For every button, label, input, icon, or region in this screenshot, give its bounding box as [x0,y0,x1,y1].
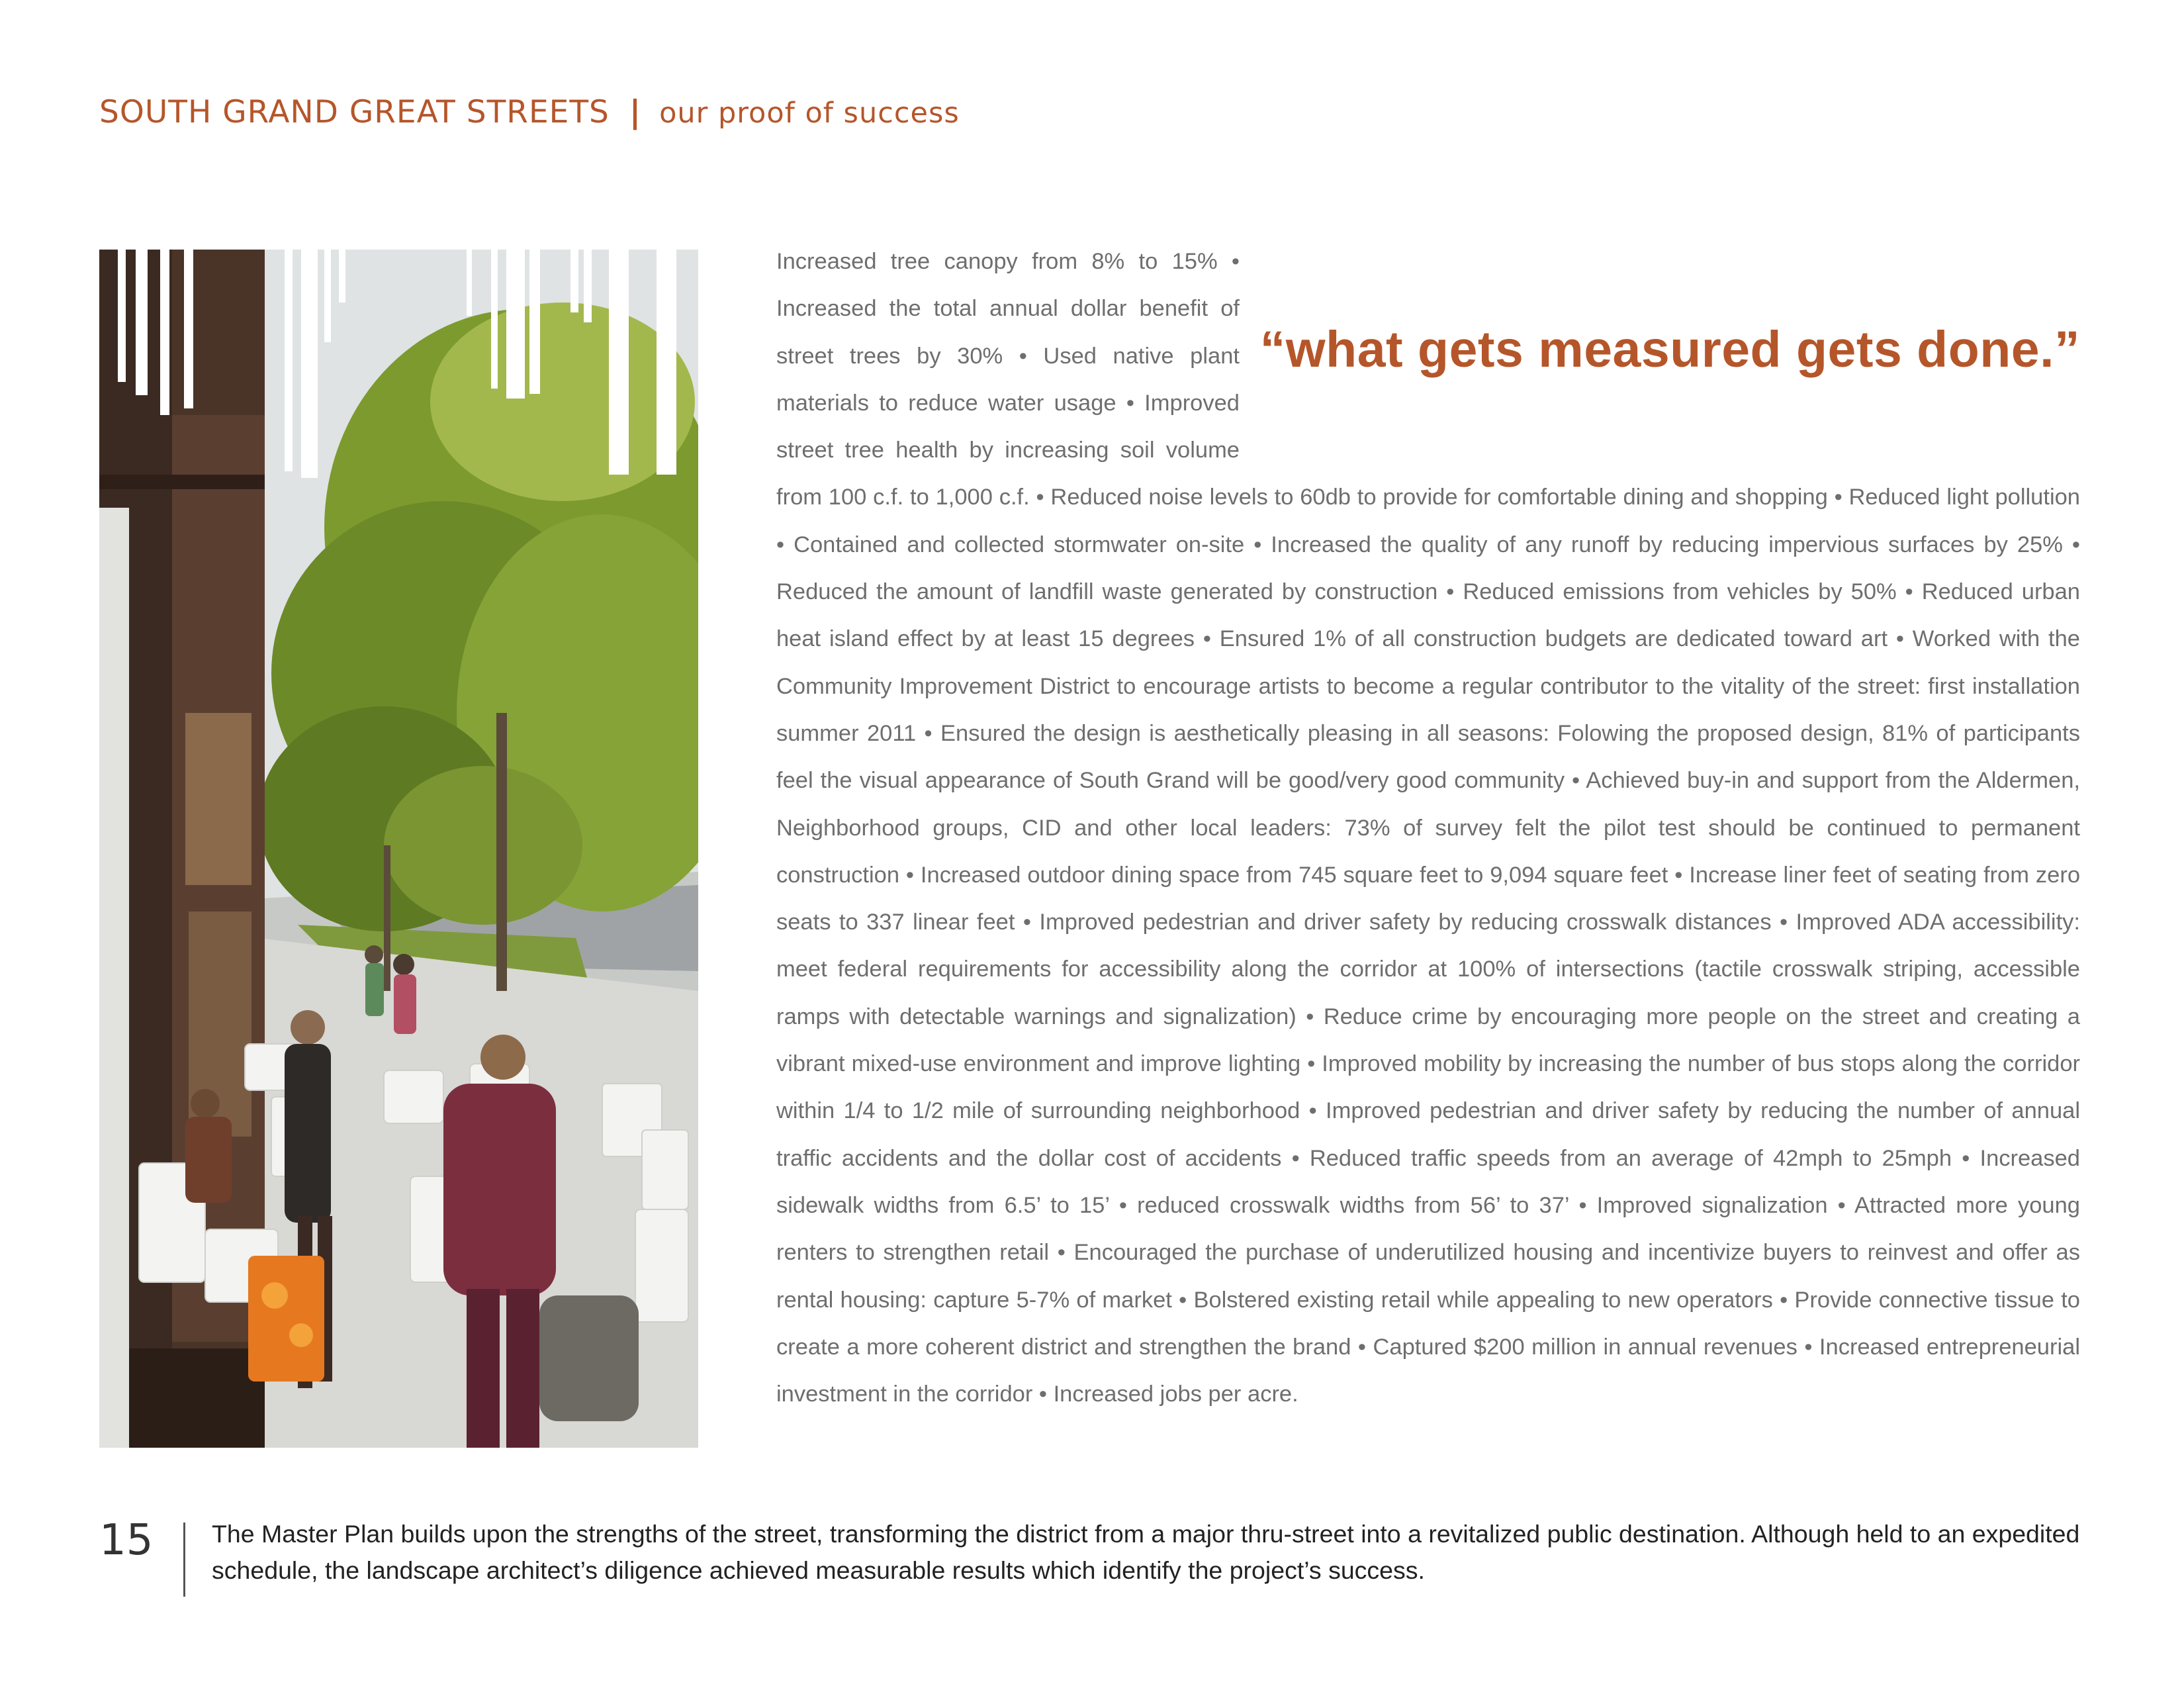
pull-quote: “what gets measured gets done.” [1259,321,2080,378]
footer-caption: The Master Plan builds upon the strengths of the street, transforming the district from a major thru-street into a revitalized public destination. Although held to an expedited schedule, the landscape architect’s diligence achieved measurable results which identify the project’s success. [212,1520,2080,1584]
header-title: SOUTH GRAND GREAT STREETS [99,94,610,130]
page-header [99,94,960,130]
footer-divider [183,1523,185,1597]
street-rendering-illustration [99,250,698,1448]
results-text: Increased tree canopy from 8% to 15% • Increased the total annual dollar benefit of street trees by 30% • Used native plant materials to reduce water usage • Improved street tree health by increasing soil volume from 100 c.f. to 1,000 c.f. • Reduced noise levels to 60db to provide for comfortable dining and shopping • Reduced light pollution • Contained and collected stormwater on-site • Increased the quality of any runoff by reducing impervious surfaces by 25% • Reduced the amount of landfill waste generated by construction • Reduced emissions from vehicles by 50% • Reduced urban heat island effect by at least 15 degrees • Ensured 1% of all construction budgets are dedicated toward art • Worked with the Community Improvement District to encourage artists to become a regular contributor to the vitality of the street: first installation summer 2011 • Ensured the design is aesthetically pleasing in all seasons: Folowing the proposed design, 81% of participants feel the visual appearance of South Grand will be good/very good community • Achieved buy-in and support from the Aldermen, Neighborhood groups, CID and other local leaders: 73% of survey felt the pilot test should be continued to permanent construction • Increased outdoor dining space from 745 square feet to 9,094 square feet • Increase liner feet of seating from zero seats to 337 linear feet • Improved pedestrian and driver safety by reducing crosswalk distances • Improved ADA accessibility: meet federal requirements for accessibility along the corridor at 100% of intersections (tactile crosswalk striping, accessible ramps with detectable warnings and signalization) • Reduce crime by encouraging more people on the street and creating a vibrant mixed-use environment and improve lighting • Improved mobility by increasing the number of bus stops along the corridor within 1/4 to 1/2 mile of surrounding neighborhood • Improved pedestrian and driver safety by reducing the number of annual traffic accidents and the dollar cost of accidents • Reduced traffic speeds from an average of 42mph to 25mph • Increased sidewalk widths from 6.5’ to 15’ • reduced crosswalk widths from 56’ to 37’ • Improved signalization • Attracted more young renters to strengthen retail • Encouraged the purchase of underutilized housing and incentivize buyers to reinvest and offer as rental housing: capture 5-7% of market • Bolstered existing retail while appealing to new operators • Provide connective tissue to create a more coherent district and strengthen the brand • Captured $200 million in annual revenues • Increased entrepreneurial investment in the corridor • Increased jobs per acre. [776,249,2080,1407]
quote-block [1240,285,2080,474]
header-separator: | [629,94,641,130]
page-number: 15 [99,1516,154,1565]
header-subtitle: our proof of success [659,97,960,130]
results-paragraph [776,238,2080,1418]
